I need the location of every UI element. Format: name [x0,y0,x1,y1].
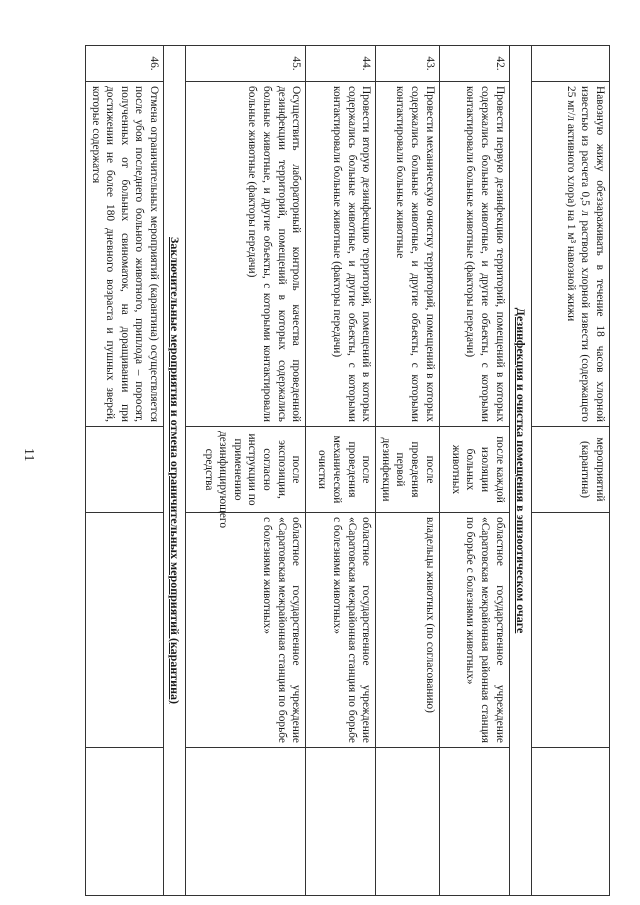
measure-responsible: областное государственное учреждение «Саратовская межрайонная станция по борьбе с болезнями животных» [186,513,306,748]
measures-table [85,45,610,896]
table-row [532,46,610,896]
section-header-row [163,46,185,896]
measure-text: Осуществить лабораторный контроль качества проведенной дезинфекции территорий, помещений в которых содержались больные животные, и другие объекты, с которыми контактировали больные животные (факторы передачи) [186,82,306,427]
section-title: Дезинфекция и очистка помещения в эпизоотическом очаге [509,46,531,896]
measure-text: Провести механическую очистку территорий, помещений в которых содержались больные животные, и другие объекты, с которыми контактировали больные животные [376,82,439,427]
empty-cell [186,748,306,896]
measure-term: после проведения первой дезинфекции [376,427,439,513]
row-number: 43. [376,46,439,82]
measure-text: Провести вторую дезинфекцию территорий, помещений в которых содержались больные животные, и другие объекты, с которыми контактировали больные животные (факторы передачи) [306,82,376,427]
table-row [376,46,439,896]
empty-cell [85,748,163,896]
measure-text: Провести первую дезинфекцию территорий, помещений в которых содержались больные животные, и другие объекты, с которыми контактировали больные животные (факторы передачи) [439,82,509,427]
measure-responsible: владельцы животных (по согласованию) [376,513,439,748]
row-number: 44. [306,46,376,82]
page-number: 11 [21,448,36,462]
row-number: 42. [439,46,509,82]
measure-text: Навозную жижу обеззараживать в течение 18 часов хлорной известью из расчета 0,5 л раствора хлорной извести (содержащего 25 мг/л активного хлора) на 1 м³ навозной жижи [532,82,610,427]
table-row [439,46,509,896]
row-number [532,46,610,82]
row-number: 45. [186,46,306,82]
rotated-table-page [80,45,610,895]
measure-term: мероприятий (карантина) [532,427,610,513]
measure-term: после проведения механической очистки [306,427,376,513]
table-row [186,46,306,896]
measure-responsible: областное государственное учреждение «Саратовская межрайонная районная станция по борьбе с болезнями животных» [439,513,509,748]
measure-responsible [532,513,610,748]
empty-cell [306,748,376,896]
empty-cell [376,748,439,896]
measure-term: после каждой изоляции больных животных [439,427,509,513]
measure-term [85,427,163,513]
measure-term: после экспозиции, согласно инструкции по применению дезинфицирующего средства [186,427,306,513]
measure-text: Отмена ограничительных мероприятий (карантина) осуществляется после убоя последнего больного животного, приплода – поросят, полученных от больных свиноматок, на доращивании при достижении не более 180 дневного возраста и пушных зверей, которые содержатся [85,82,163,427]
table-row [85,46,163,896]
section-header-row [509,46,531,896]
section-title: Заключительные мероприятия и отмена ограничительных мероприятий (карантина) [163,46,185,896]
table-row [306,46,376,896]
empty-cell [532,748,610,896]
measure-responsible [85,513,163,748]
measure-responsible: областное государственное учреждение «Саратовская межрайонная станция по борьбе с болезнями животных» [306,513,376,748]
empty-cell [439,748,509,896]
row-number: 46. [85,46,163,82]
